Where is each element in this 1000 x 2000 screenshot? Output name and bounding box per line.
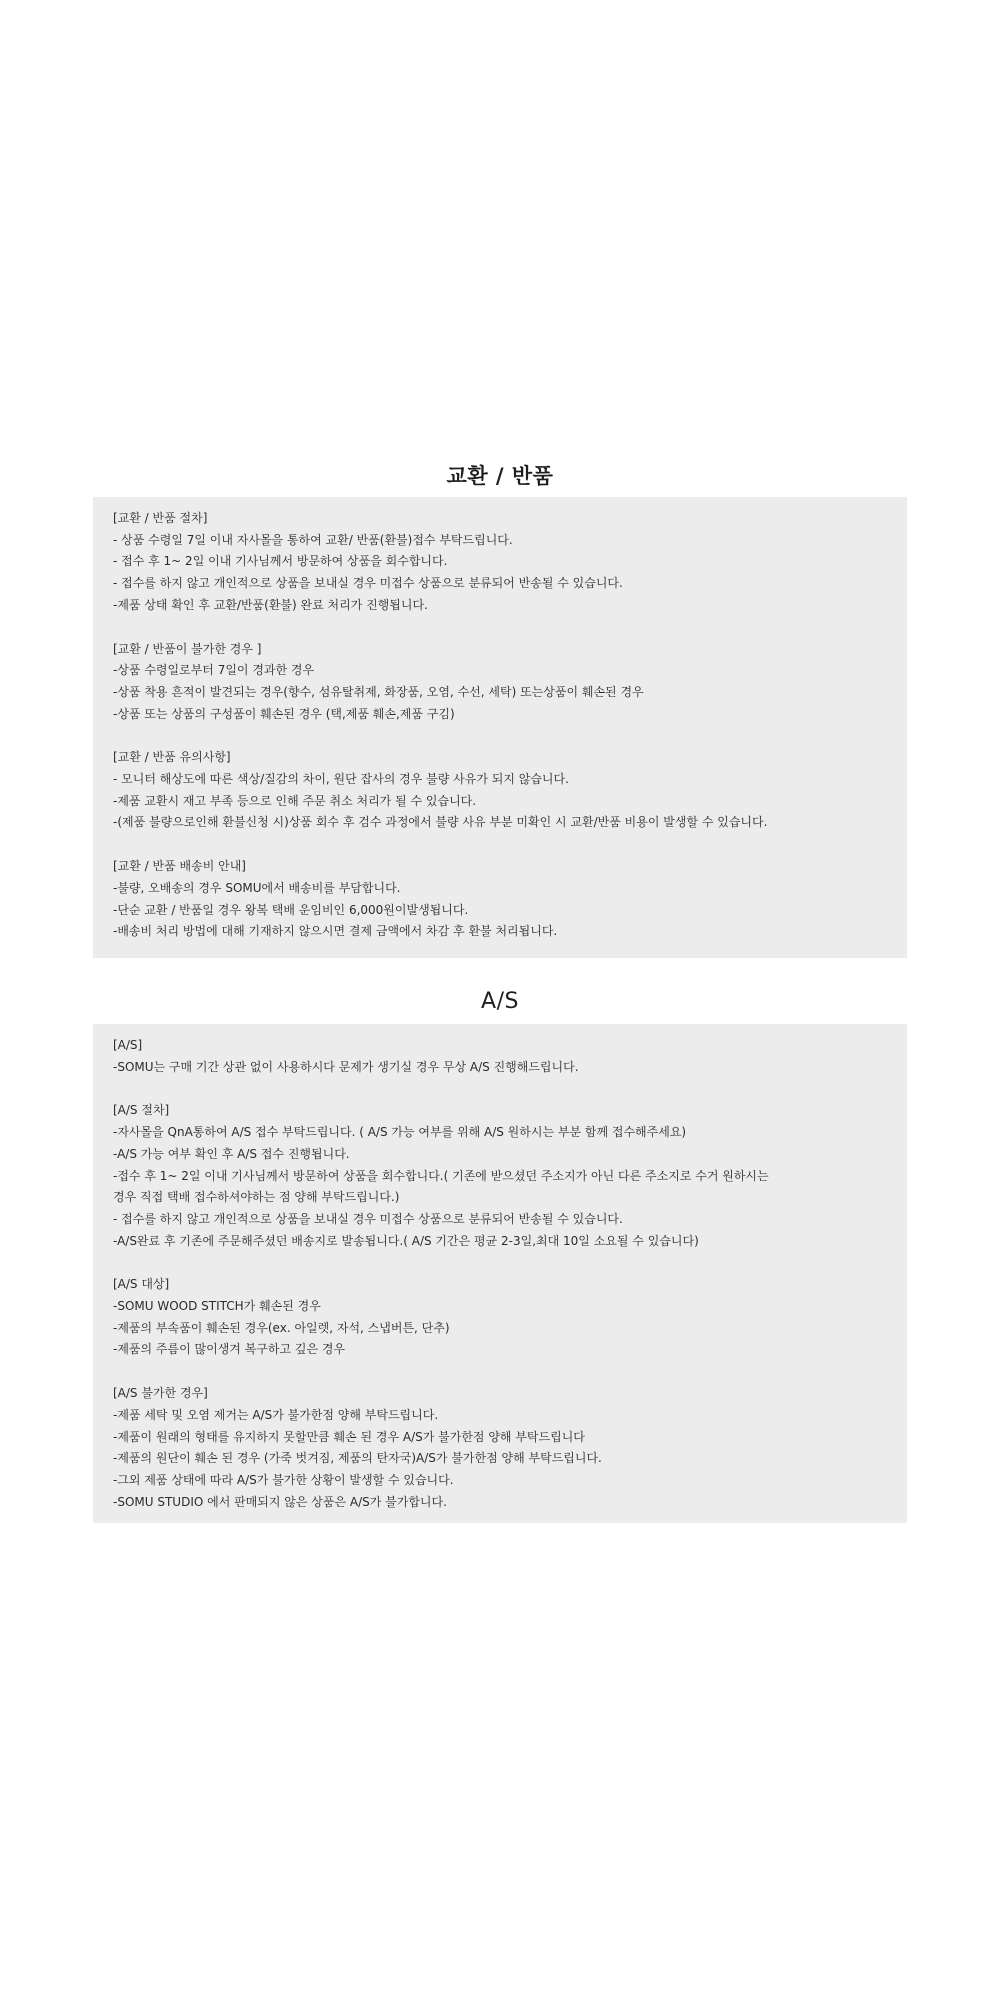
as-info-line: 경우 직접 택배 접수하셔야하는 점 양해 부탁드립니다.) (113, 1190, 400, 1205)
exchange-group-heading: [교환 / 반품 배송비 안내] (113, 859, 246, 874)
as-group (113, 1100, 887, 1252)
exchange-info-line: -상품 또는 상품의 구성품이 훼손된 경우 (택,제품 훼손,제품 구김) (113, 706, 455, 721)
as-group (113, 1274, 887, 1361)
exchange-group (113, 747, 887, 834)
as-info-line: -제품의 부속품이 훼손된 경우(ex. 아일렛, 자석, 스냅버튼, 단추) (113, 1320, 450, 1335)
exchange-info-line: -제품 상태 확인 후 교환/반품(환불) 완료 처리가 진행됩니다. (113, 597, 428, 612)
as-info-line: -접수 후 1~ 2일 이내 기사님께서 방문하여 상품을 회수합니다.( 기존에 받으셨던 주소지가 아닌 다른 주소지로 수거 원하시는 (113, 1168, 769, 1183)
exchange-info-line: -제품 교환시 재고 부족 등으로 인해 주문 취소 처리가 될 수 있습니다. (113, 793, 477, 808)
exchange-group (113, 856, 887, 943)
exchange-group (113, 508, 887, 617)
exchange-group (113, 639, 887, 726)
exchange-group-heading: [교환 / 반품 절차] (113, 511, 208, 525)
exchange-info-line: -단순 교환 / 반품일 경우 왕복 택배 운임비인 6,000원이발생됩니다. (113, 902, 469, 917)
exchange-info-line: - 접수를 하지 않고 개인적으로 상품을 보내실 경우 미접수 상품으로 분류되어 반송될 수 있습니다. (113, 576, 623, 591)
as-info-line: -A/S완료 후 기존에 주문해주셨던 배송지로 발송됩니다.( A/S 기간은 평균 2-3일,최대 10일 소요될 수 있습니다) (113, 1233, 699, 1248)
as-group-heading: [A/S 절차] (113, 1103, 170, 1118)
exchange-group-heading: [교환 / 반품이 불가한 경우 ] (113, 641, 262, 656)
as-info-line: -제품의 원단이 훼손 된 경우 (가죽 벗겨짐, 제품의 탄자국)A/S가 불가한점 양해 부탁드립니다. (113, 1451, 602, 1466)
as-info-line: -그외 제품 상태에 따라 A/S가 불가한 상황이 발생할 수 있습니다. (113, 1472, 454, 1487)
exchange-return-info-box (93, 497, 907, 958)
exchange-info-line: -(제품 불량으로인해 환불신청 시)상품 회수 후 검수 과정에서 불량 사유 부분 미확인 시 교환/반품 비용이 발생할 수 있습니다. (113, 815, 768, 830)
as-info-line: - 접수를 하지 않고 개인적으로 상품을 보내실 경우 미접수 상품으로 분류되어 반송될 수 있습니다. (113, 1211, 623, 1226)
exchange-info-line: - 상품 수령일 7일 이내 자사몰을 통하여 교환/ 반품(환불)접수 부탁드립니다. (113, 532, 513, 547)
exchange-info-line: -상품 착용 흔적이 발견되는 경우(향수, 섬유탈취제, 화장품, 오염, 수선, 세탁) 또는상품이 훼손된 경우 (113, 684, 644, 699)
as-info-box (93, 1024, 907, 1523)
as-info-line: -A/S 가능 여부 확인 후 A/S 접수 진행됩니다. (113, 1146, 350, 1161)
exchange-info-line: -상품 수령일로부터 7일이 경과한 경우 (113, 663, 315, 678)
exchange-return-title: 교환 / 반품 (446, 464, 554, 488)
as-info-line: -자사몰을 QnA통하여 A/S 접수 부탁드립니다. ( A/S 가능 여부를 위해 A/S 원하시는 부분 함께 접수해주세요) (113, 1125, 687, 1140)
exchange-group-heading: [교환 / 반품 유의사항] (113, 750, 231, 765)
exchange-info-line: - 모니터 해상도에 따른 색상/질감의 차이, 원단 잡사의 경우 불량 사유가 되지 않습니다. (113, 772, 569, 787)
as-group-heading: [A/S 대상] (113, 1277, 170, 1292)
as-group-heading: [A/S 불가한 경우] (113, 1386, 208, 1401)
exchange-info-line: -불량, 오배송의 경우 SOMU에서 배송비를 부담합니다. (113, 880, 401, 895)
as-group (113, 1383, 887, 1513)
exchange-info-line: - 접수 후 1~ 2일 이내 기사님께서 방문하여 상품을 회수합니다. (113, 554, 448, 569)
as-info-line: -제품의 주름이 많이생겨 복구하고 깊은 경우 (113, 1342, 346, 1357)
exchange-info-line: -배송비 처리 방법에 대해 기재하지 않으시면 결제 금액에서 차감 후 환불 처리됩니다. (113, 924, 558, 939)
as-info-line: -SOMU STUDIO 에서 판매되지 않은 상품은 A/S가 불가합니다. (113, 1494, 447, 1509)
as-group-heading: [A/S] (113, 1038, 143, 1052)
as-info-line: -SOMU WOOD STITCH가 훼손된 경우 (113, 1299, 321, 1314)
as-info-line: -SOMU는 구매 기간 상관 없이 사용하시다 문제가 생기실 경우 무상 A/S 진행해드립니다. (113, 1059, 579, 1074)
as-group (113, 1035, 887, 1078)
as-title: A/S (481, 989, 519, 1014)
as-info-line: -제품이 원래의 형태를 유지하지 못할만큼 훼손 된 경우 A/S가 불가한점 양해 부탁드립니다 (113, 1429, 585, 1444)
as-info-line: -제품 세탁 및 오염 제거는 A/S가 불가한점 양해 부탁드립니다. (113, 1407, 439, 1422)
